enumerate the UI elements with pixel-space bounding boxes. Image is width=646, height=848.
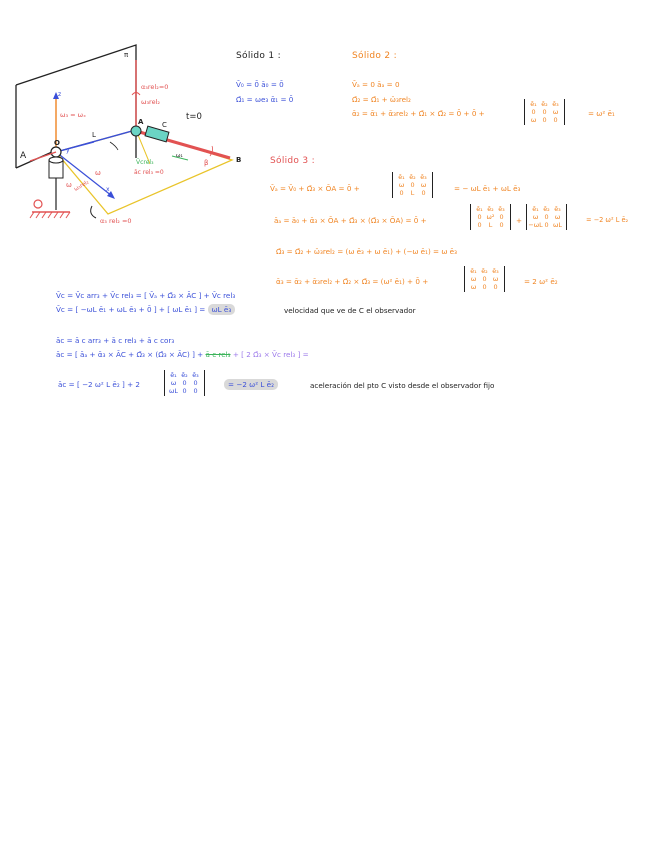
solido3-omega-line: Ω̄₃ = Ω̄₂ + ω̄₃rel₂ = (ω ē₃ + ω ē₁) + (−ω ē₁) = ω ē₃ xyxy=(276,247,457,256)
solido3-title: Sólido 3 : xyxy=(270,156,315,166)
solido2-title: Sólido 2 : xyxy=(352,51,397,61)
acceleration-note: aceleración del pto C visto desde el observador fijo xyxy=(310,381,495,390)
omega-s-label: ω₃rel₂ xyxy=(73,179,91,193)
velocity-note: velocidad que ve de C el observador xyxy=(284,306,416,315)
solido3-alpha-result: = 2 ω² ē₂ xyxy=(524,277,558,286)
solido1-title: Sólido 1 : xyxy=(236,51,281,61)
solido3-v-matrix: ē₁ ē₂ ē₃ ω 0 ω 0 L 0 xyxy=(392,172,433,198)
point-a-label: A xyxy=(138,118,144,126)
vcrel-label: V̄crel₃ xyxy=(136,159,154,166)
point-b-label: B xyxy=(236,156,242,164)
acceleration-line2: āc = [ āₐ + ᾱ₃ × ĀC + Ω̄₃ × (Ω̄₃ × ĀC) ] + ā c rel₃ + [ 2 Ω̄₃ × V̄c rel₃ ] = xyxy=(56,350,309,359)
solido3-alpha-line: ᾱ₃ = ᾱ₂ + ᾱ₃rel₂ + Ω̄₂ × Ω̄₃ = (ω² ē₁) + 0̄ + xyxy=(276,277,429,286)
omega-small-label: ω₁ xyxy=(176,153,183,159)
alpha-bottom-label: α₃ rel₂ =0 xyxy=(100,217,132,225)
solido3-a-matrix2: ē₁ ē₂ ē₃ ω 0 ω −ωL 0 ωL xyxy=(526,204,567,230)
solido1-line2: Ω̄₁ = ωe₃ ᾱ₁ = 0̄ xyxy=(236,95,294,104)
mechanism-diagram xyxy=(0,40,250,280)
omega-rel-label: ω₃rel₂ xyxy=(141,98,160,106)
velocity-line1: V̄c = V̄c arr₃ + V̄c rel₃ = [ V̄ₐ + Ω̄₃ × ĀC ] + V̄c rel₃ xyxy=(56,291,236,300)
solido2-line2: Ω̄₂ = Ω̄₁ + ω̄₃rel₂ xyxy=(352,95,411,104)
acceleration-matrix: ē₁ ē₂ ē₃ ω 0 0 ωL 0 0 xyxy=(164,370,205,396)
solido2-line1: V̄ₐ = 0 āₐ = 0 xyxy=(352,80,400,89)
solido3-v-result: = − ωL ē₁ + ωL ē₃ xyxy=(454,184,521,193)
solido3-v-line: V̄ₐ = V̄₀ + Ω̄₃ × ŌA = 0̄ + xyxy=(270,184,360,193)
beta-label: β xyxy=(204,159,209,167)
solido2-result: = ω² ē₁ xyxy=(588,109,615,118)
acceleration-line3: āc = [ −2 ω² L ē₂ ] + 2 xyxy=(58,380,140,389)
x-axis-label: x xyxy=(106,186,110,193)
y-axis-label: y xyxy=(66,147,70,154)
acrel-label: āc rel₃ =0 xyxy=(134,169,164,176)
solido3-alpha-matrix: ē₁ ē₂ ē₃ ω 0 ω ω 0 0 xyxy=(464,266,505,292)
velocity-result: ωL ē₃ xyxy=(208,304,236,315)
omega-w-label: ω xyxy=(66,181,72,189)
point-c-label: C xyxy=(162,121,167,129)
time-label: t=0 xyxy=(186,112,202,122)
acceleration-result: = −2 ω² L ē₂ xyxy=(224,381,278,388)
omega-axis-label: ω₃ = ωₓ xyxy=(60,111,86,119)
z-axis-label: z xyxy=(58,91,62,98)
omega-body-label: ω xyxy=(95,169,101,177)
solido3-a-result: = −2 ω² L ē₂ xyxy=(586,216,629,224)
acceleration-line1: āc = ā c arr₃ + ā c rel₃ + ā c cor₃ xyxy=(56,336,175,345)
notes-page: π α₃rel₂=0 ω₃rel₂ t=0 A A C B β O L y z x ω₃ = ωₓ ω ω ω₃rel₂ V̄crel₃ āc rel₃ =0 α₃ rel₂ =0 ω₁ Sólido 1 : V̄₀ = 0̄ ā₀ = 0̄ Ω̄₁ = ωe₃ ᾱ₁ = 0̄ Sólido 2 : V̄ₐ = 0 āₐ = 0 Ω̄₂ = Ω̄₁ + ω̄₃rel₂ ᾱ₂ = ᾱ₁ + ᾱ₃rel₂ + Ω̄₁ × Ω̄₂ = 0̄ + 0̄ + ē₁ ē₂ ē₃ 0 0 ω ω 0 0 = ω² ē₁ Sólido 3 : V̄ₐ = V̄₀ + Ω̄₃ × ŌA = 0̄ + ē₁ ē₂ ē₃ ω 0 ω 0 L 0 = − ωL ē₁ + ωL ē₃ āₐ = ā₀ + ᾱ₃ × ŌA + Ω̄₃ × (Ω̄₃ × ŌA) = 0̄ + ē₁ ē₂ ē₃ 0 ω² 0 0 L 0 + ē₁ ē₂ ē₃ ω 0 ω −ωL 0 ωL = −2 ω² L ē₂ Ω̄₃ = Ω̄₂ + ω̄₃rel₂ = (ω ē₃ + ω ē₁) + (−ω ē₁) = ω ē₃ ᾱ₃ = ᾱ₂ + ᾱ₃rel₂ + Ω̄₂ × Ω̄₃ = (ω² ē₁) + 0̄ + ē₁ ē₂ ē₃ ω 0 ω ω 0 0 = 2 ω² ē₂ V̄c = V̄c arr₃ + V̄c rel₃ = [ V̄ₐ + Ω̄₃ × ĀC ] + V̄c rel₃ V̄c = [ −ωL ē₁ + ωL ē₃ + 0̄ ] + [ ωL ē₁ ] = ωL ē₃ velocidad que ve de C el observador āc = ā c arr₃ + ā c rel₃ + ā c cor₃ āc = [ āₐ + ᾱ₃ × ĀC + Ω̄₃ × (Ω̄₃ × ĀC) ] + ā c rel₃ + [ 2 Ω̄₃ × V̄c rel₃ ] = āc = [ −2 ω² L ē₂ ] + 2 ē₁ ē₂ ē₃ ω 0 0 ωL 0 0 = −2 ω² L ē₂ aceleración del pto C visto desde el observador fijo xyxy=(0,0,646,848)
solido3-a-line: āₐ = ā₀ + ᾱ₃ × ŌA + Ω̄₃ × (Ω̄₃ × ŌA) = 0̄ + xyxy=(274,216,427,225)
pi-label: π xyxy=(124,51,129,59)
solido2-line3: ᾱ₂ = ᾱ₁ + ᾱ₃rel₂ + Ω̄₁ × Ω̄₂ = 0̄ + 0̄ + xyxy=(352,109,485,118)
velocity-line2: V̄c = [ −ωL ē₁ + ωL ē₃ + 0̄ ] + [ ωL ē₁ ] = ωL ē₃ xyxy=(56,306,235,313)
point-a-left-label: A xyxy=(20,151,27,161)
solido1-line1: V̄₀ = 0̄ ā₀ = 0̄ xyxy=(236,80,284,89)
point-o-label: O xyxy=(54,139,60,147)
length-l-label: L xyxy=(92,131,96,139)
solido2-matrix: ē₁ ē₂ ē₃ 0 0 ω ω 0 0 xyxy=(524,99,565,125)
alpha-rel-label: α₃rel₂=0 xyxy=(141,83,169,91)
solido3-a-matrix1: ē₁ ē₂ ē₃ 0 ω² 0 0 L 0 xyxy=(470,204,511,230)
